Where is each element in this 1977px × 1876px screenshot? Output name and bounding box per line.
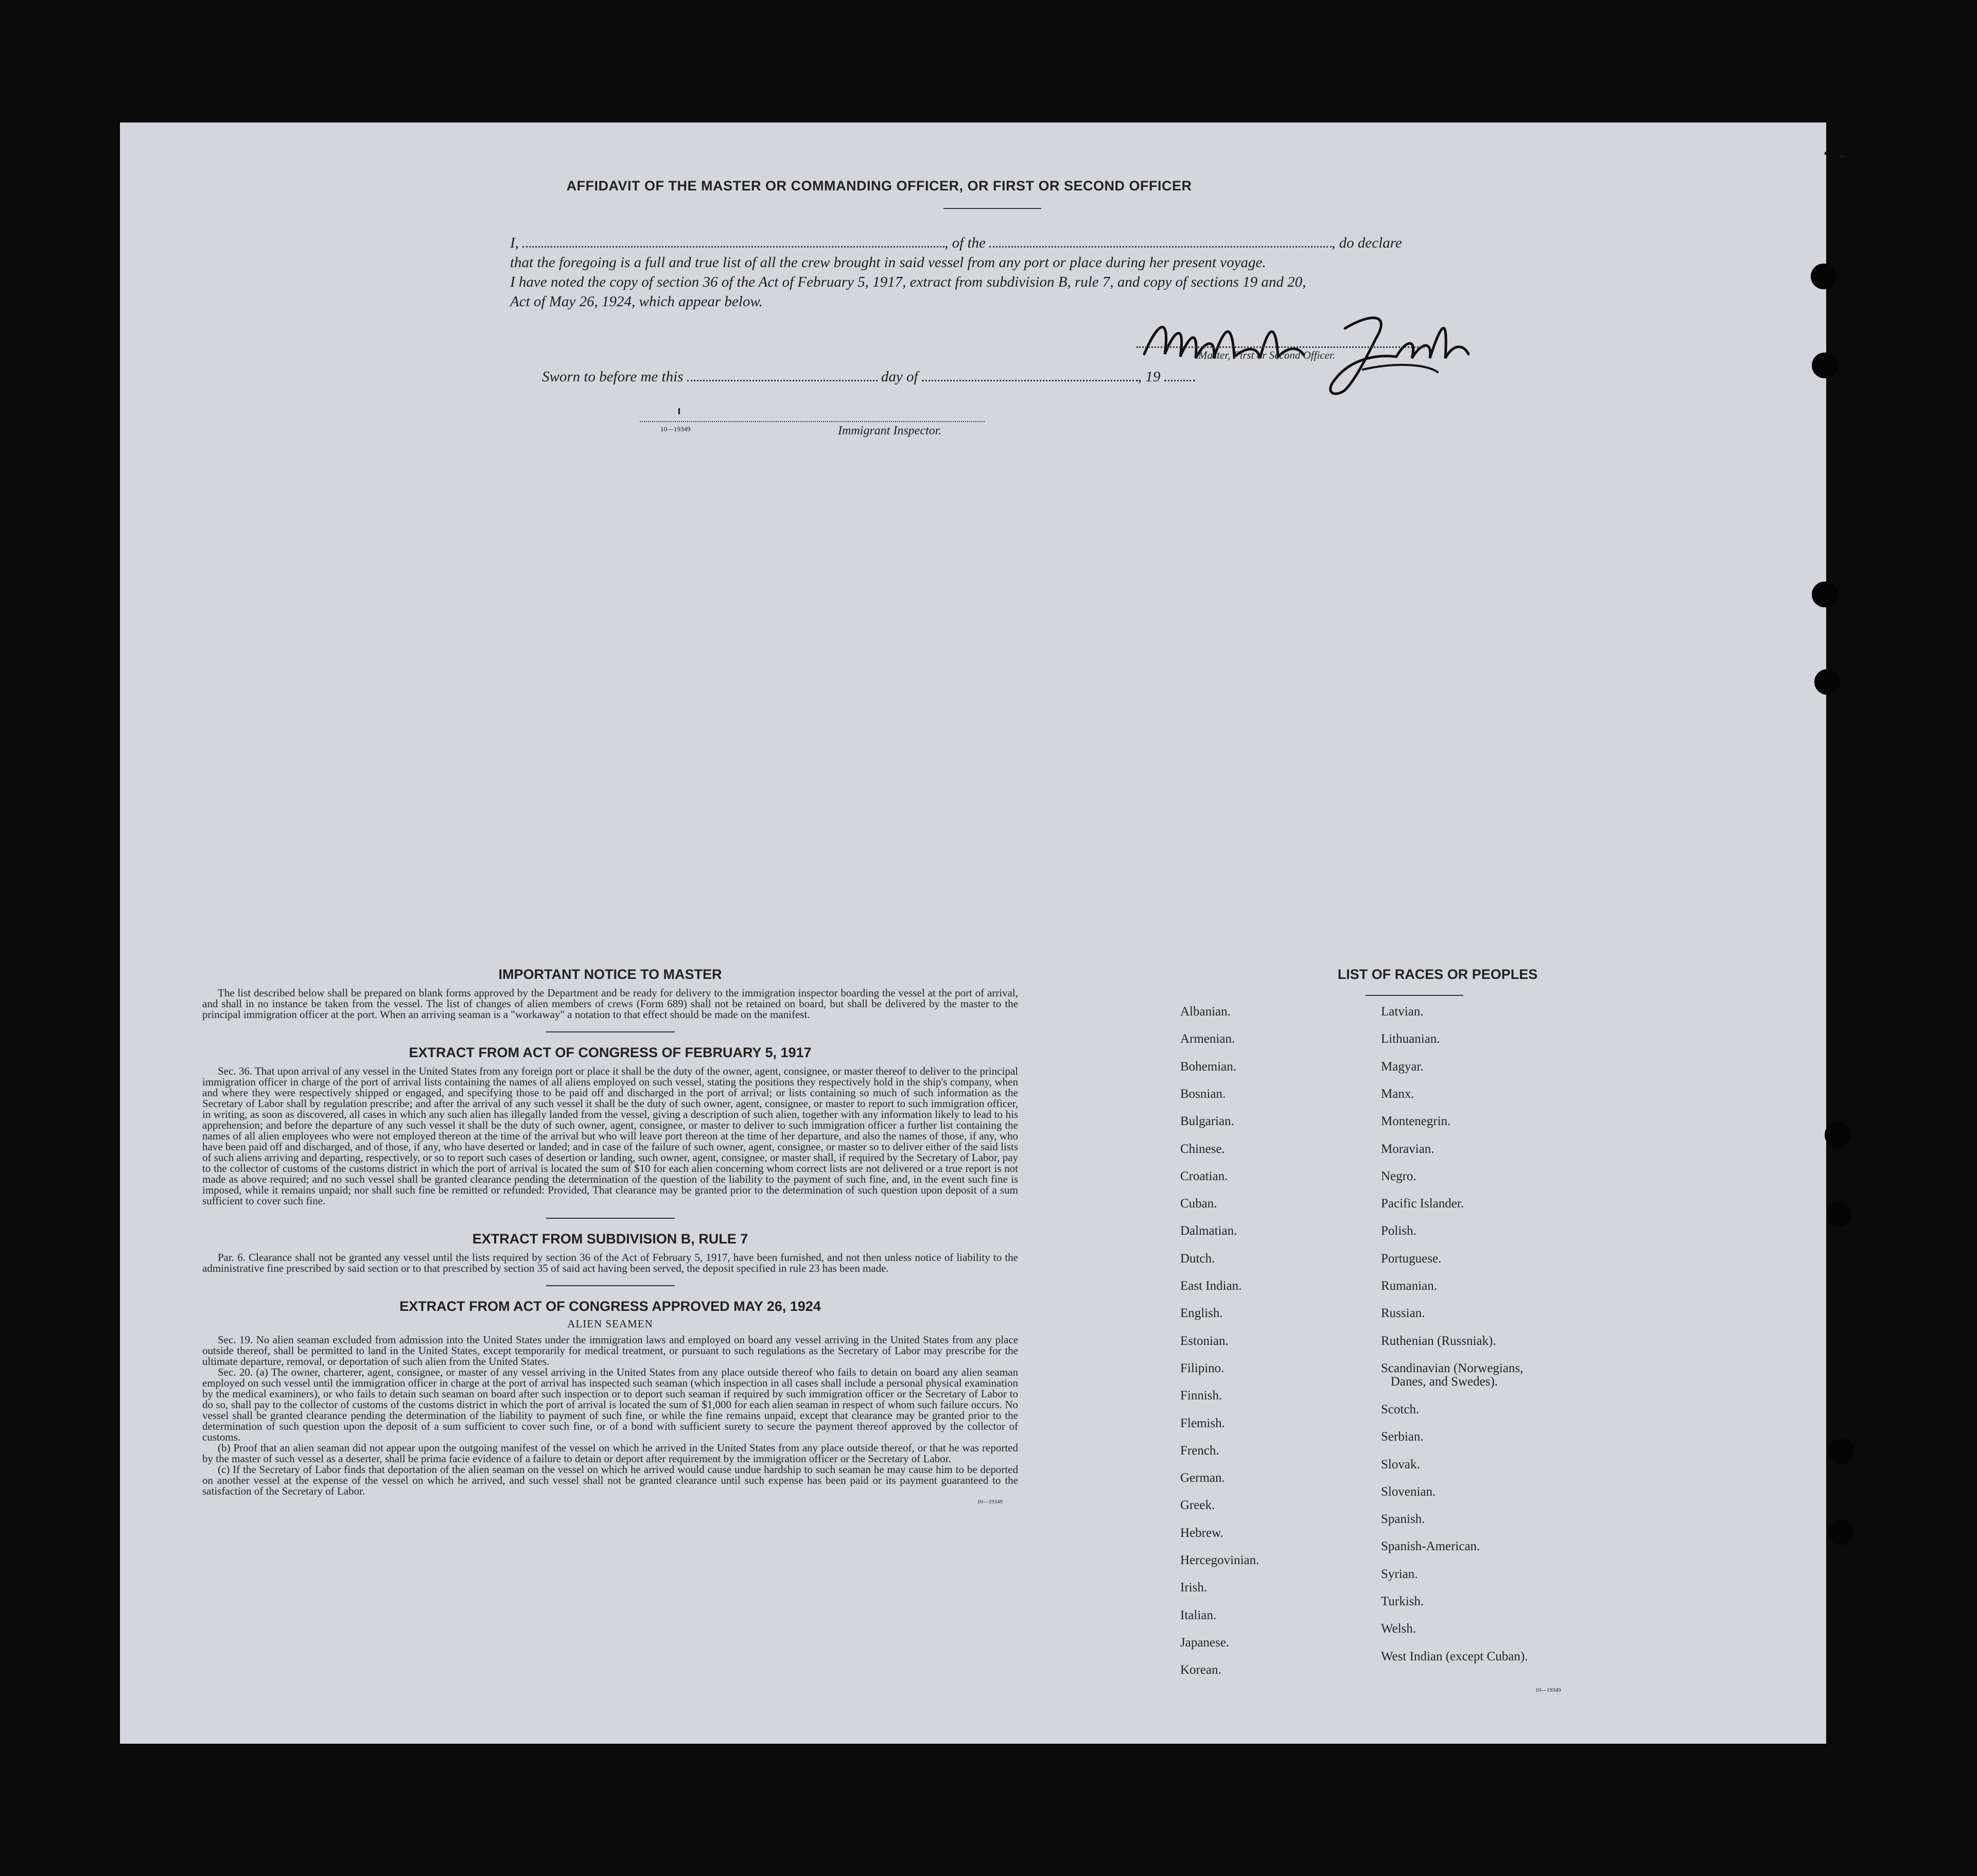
race-item: West Indian (except Cuban). bbox=[1381, 1649, 1528, 1663]
inspector-caption: Immigrant Inspector. bbox=[838, 424, 942, 437]
races-title: LIST OF RACES OR PEOPLES bbox=[1337, 967, 1538, 982]
race-item: Manx. bbox=[1381, 1086, 1414, 1101]
race-item: Flemish. bbox=[1180, 1416, 1225, 1430]
race-item: Rumanian. bbox=[1381, 1279, 1438, 1293]
sworn-day-blank bbox=[687, 380, 878, 381]
race-item: Montenegrin. bbox=[1381, 1114, 1451, 1129]
binder-hole bbox=[1812, 353, 1838, 378]
alien-seamen-subtitle: ALIEN SEAMEN bbox=[567, 1318, 653, 1330]
notice-body: The list described below shall be prepared on blank forms approved by the Department and be ready for delivery to the immigration inspector boarding the vessel at the port of arrival, and shall in no instance be taken from the vessel. The list of changes of alien members of crews (Form 689) shall not be retained on board, but shall be delivered by the master to the principal immigration officer at the port. When an arriving seaman is a "workaway" a notation to that effect should be made on the manifest. bbox=[202, 987, 1018, 1021]
manifest-page bbox=[120, 122, 1826, 1744]
sec19-body: Sec. 19. No alien seaman excluded from admission into the United States under the immigration laws and employed on board any vessel arriving in the United States from any place outside thereof, shall be permitted to land in the United States, except temporarily for medical treatment, or pursuant to such regulations as the Secretary of Labor may prescribe for the ultimate departure, removal, or deportation of such alien from the United States. bbox=[202, 1334, 1018, 1367]
binder-hole bbox=[1828, 1439, 1854, 1464]
affidavit-declare: , do declare bbox=[1332, 235, 1402, 251]
race-item: Magyar. bbox=[1381, 1059, 1424, 1074]
race-item: Hebrew. bbox=[1180, 1526, 1223, 1540]
title-divider bbox=[943, 208, 1041, 209]
race-item: Slovak. bbox=[1381, 1457, 1420, 1471]
race-item: Chinese. bbox=[1180, 1142, 1225, 1156]
scan-speck bbox=[1840, 155, 1844, 157]
affidavit-line-4: Act of May 26, 1924, which appear below. bbox=[510, 293, 763, 310]
race-item: French. bbox=[1180, 1443, 1219, 1458]
race-item: Bosnian. bbox=[1180, 1086, 1226, 1101]
race-item: Syrian. bbox=[1381, 1567, 1418, 1581]
name-blank bbox=[522, 246, 944, 248]
race-item: English. bbox=[1180, 1306, 1223, 1321]
race-item: Filipino. bbox=[1180, 1361, 1224, 1375]
signature-caption: Master, First or Second Officer. bbox=[1198, 349, 1335, 361]
race-item: Dalmatian. bbox=[1180, 1224, 1237, 1238]
sec20c-body: (c) If the Secretary of Labor finds that deportation of the alien seaman on the vessel on which he arrived would cause undue hardship to such seaman he may cause him to be deported on another vessel at the expense of the vessel on which he arrived, and such vessel shall not be granted clearance until such expense has been paid or its payment guaranteed to the satisfaction of the Secretary of Labor. bbox=[202, 1463, 1018, 1497]
extract-rule7-body: Par. 6. Clearance shall not be granted any vessel until the lists required by section 36 of the Act of February 5, 1917, have been furnished, and not then unless notice of liability to the administrative fine prescribed by said section or to that prescribed by section 35 of said act having been served, the deposit specified in rule 23 has been made. bbox=[202, 1251, 1018, 1274]
race-item: Estonian. bbox=[1180, 1334, 1229, 1348]
extract-1924-title: EXTRACT FROM ACT OF CONGRESS APPROVED MAY 26, 1924 bbox=[399, 1299, 821, 1314]
race-item: Scandinavian (Norwegians, Danes, and Swedes). bbox=[1381, 1361, 1524, 1389]
race-item: Polish. bbox=[1381, 1224, 1416, 1238]
sworn-line bbox=[542, 369, 1195, 385]
binder-hole bbox=[1814, 669, 1840, 695]
sworn-year-blank bbox=[1164, 380, 1195, 381]
race-item: Russian. bbox=[1381, 1306, 1425, 1321]
affidavit-of-the: , of the bbox=[944, 235, 986, 251]
sec20b-body: (b) Proof that an alien seaman did not appear upon the outgoing manifest of the vessel on which he arrived in the United States from any place outside thereof, or that he was reported by the master of such vessel as a deserter, shall be prima facie evidence of a failure to detain or deport after requirement by the immigration officer or the Secretary of Labor. bbox=[202, 1442, 1018, 1465]
extract-1917-body: Sec. 36. That upon arrival of any vessel in the United States from any foreign port or place it shall be the duty of the owner, agent, consignee, or master thereof to deliver to the principal immigration officer in charge of the port of arrival lists containing the names of all aliens employed on such vessel, stating the positions they respectively hold in the ship's company, when and where they were respectively shipped or engaged, and specifying those to be paid off and discharged in the port of arrival; or lists containing so much of such information as the Secretary of Labor shall by regulation prescribe; and after the arrival of any such vessel it shall be the duty of such owner, agent, consignee, or master to report to such immigration officer, in writing, as soon as discovered, all cases in which any such alien has illegally landed from the vessel, giving a description of such alien, together with any information likely to lead to his apprehension; and before the departure of any such vessel it shall be the duty of such owner, agent, consignee, or master to deliver to such immigration officer a further list containing the names of all alien employees who were not employed thereon at the time of the arrival but who will leave port thereon at the time of her departure, and also the names of those, if any, who have been paid off and discharged, and of those, if any, who have deserted or landed; and in case of the failure of such owner, agent, consignee, or master so to deliver either of the said lists of such aliens arriving and departing, respectively, or so to report such cases of desertion or landing, such owner, agent, consignee, or master shall, if required by the Secretary of Labor, pay to the collector of customs of the customs district in which the port of arrival is located the sum of $10 for each alien concerning whom correct lists are not delivered or a true report is not made as above required; and no such vessel shall be granted clearance pending the determination of the question of the liability to the payment of such fine, and, in the event such fine is imposed, while it remains unpaid; nor shall such fine be remitted or refunded: Provided, That clearance may be granted prior to the determination of such question upon deposit of a sum sufficient to cover such fine. bbox=[202, 1065, 1018, 1207]
form-number-right: 10—19349 bbox=[1535, 1687, 1561, 1693]
race-item: Italian. bbox=[1180, 1608, 1217, 1622]
divider-1 bbox=[546, 1031, 675, 1032]
scan-speck bbox=[1825, 152, 1828, 155]
race-item: Cuban. bbox=[1180, 1197, 1217, 1211]
race-item: Bohemian. bbox=[1180, 1059, 1237, 1074]
form-number-top: 10—19349 bbox=[660, 425, 691, 433]
form-number-left: 10—19349 bbox=[977, 1499, 1003, 1505]
sworn-day-of: day of bbox=[881, 369, 918, 385]
race-item: Ruthenian (Russniak). bbox=[1381, 1334, 1496, 1348]
notice-title: IMPORTANT NOTICE TO MASTER bbox=[498, 967, 722, 982]
extract-1917-title: EXTRACT FROM ACT OF CONGRESS OF FEBRUARY 5, 1917 bbox=[409, 1045, 812, 1060]
race-item: German. bbox=[1180, 1471, 1225, 1485]
affidavit-line-2: that the foregoing is a full and true list of all the crew brought in said vessel from any port or place during her present voyage. bbox=[510, 254, 1266, 271]
race-item: Turkish. bbox=[1381, 1594, 1424, 1608]
signature-line bbox=[1136, 346, 1425, 348]
races-divider bbox=[1366, 995, 1463, 996]
race-item: Croatian. bbox=[1180, 1169, 1228, 1183]
sworn-month-blank bbox=[922, 380, 1138, 381]
sworn-before-label: Sworn to before me this bbox=[542, 369, 684, 385]
divider-2 bbox=[546, 1218, 675, 1219]
race-item: Latvian. bbox=[1381, 1005, 1424, 1019]
race-item: Scotch. bbox=[1381, 1402, 1420, 1416]
race-item: Moravian. bbox=[1381, 1142, 1434, 1156]
binder-hole bbox=[1811, 264, 1836, 289]
binder-hole bbox=[1825, 1122, 1850, 1148]
legal-notices bbox=[202, 967, 1018, 1505]
binder-hole bbox=[1812, 582, 1838, 607]
race-item: Irish. bbox=[1180, 1581, 1208, 1595]
scan-speck bbox=[678, 408, 680, 414]
affidavit-i: I, bbox=[510, 235, 519, 251]
sworn-year-label: , 19 bbox=[1138, 369, 1161, 385]
race-item: Albanian. bbox=[1180, 1005, 1231, 1019]
affidavit-line-1 bbox=[510, 233, 1591, 253]
race-item: Dutch. bbox=[1180, 1251, 1215, 1266]
race-item: Bulgarian. bbox=[1180, 1114, 1234, 1129]
divider-3 bbox=[546, 1285, 675, 1286]
inspector-line bbox=[640, 421, 985, 422]
race-item: Korean. bbox=[1180, 1663, 1221, 1677]
race-item: Serbian. bbox=[1381, 1430, 1424, 1444]
race-item: Slovenian. bbox=[1381, 1484, 1436, 1499]
race-item: Japanese. bbox=[1180, 1635, 1230, 1650]
extract-rule7-title: EXTRACT FROM SUBDIVISION B, RULE 7 bbox=[472, 1231, 748, 1247]
race-item: Spanish. bbox=[1381, 1512, 1425, 1527]
binder-hole bbox=[1828, 1519, 1854, 1545]
race-item: Lithuanian. bbox=[1381, 1032, 1440, 1046]
race-item: Armenian. bbox=[1180, 1032, 1235, 1046]
race-item: Pacific Islander. bbox=[1381, 1197, 1464, 1211]
race-item: Negro. bbox=[1381, 1169, 1416, 1183]
affidavit-title: AFFIDAVIT OF THE MASTER OR COMMANDING OFFICER, OR FIRST OR SECOND OFFICER bbox=[566, 178, 1192, 194]
race-item: Hercegovinian. bbox=[1180, 1553, 1259, 1567]
race-item: Welsh. bbox=[1381, 1622, 1416, 1636]
vessel-blank bbox=[989, 246, 1332, 248]
race-item: Portuguese. bbox=[1381, 1251, 1442, 1266]
race-item: Spanish-American. bbox=[1381, 1539, 1480, 1554]
race-item: East Indian. bbox=[1180, 1279, 1242, 1293]
binder-hole bbox=[1826, 1202, 1852, 1228]
sec20a-body: Sec. 20. (a) The owner, charterer, agent, consignee, or master of any vessel arriving in the United States from any place outside thereof who fails to detain on board any alien seaman employed on such vessel until the immigration officer in charge at the port of arrival has inspected such seaman (which inspection in all cases shall include a personal physical examination by the medical examiners), or who fails to detain such seaman on board after such inspection or to deport such seaman if required by such immigration officer or the Secretary of Labor to do so, shall pay to the collector of customs of the customs district in which the port of arrival is located the sum of $1,000 for each alien seaman in respect of whom such failure occurs. No vessel shall be granted clearance pending the determination of the liability to payment of such fine, or while the fine remains unpaid, except that clearance may be granted prior to the determination of such question upon the deposit of a sum sufficient to cover such fine, or of a bond with sufficient surety to secure the payment thereof approved by the collector of customs. bbox=[202, 1366, 1018, 1443]
race-item: Finnish. bbox=[1180, 1389, 1222, 1403]
affidavit-line-3: I have noted the copy of section 36 of the Act of February 5, 1917, extract from subdivision B, rule 7, and copy of sections 19 and 20, bbox=[510, 274, 1306, 290]
race-item: Greek. bbox=[1180, 1498, 1215, 1513]
